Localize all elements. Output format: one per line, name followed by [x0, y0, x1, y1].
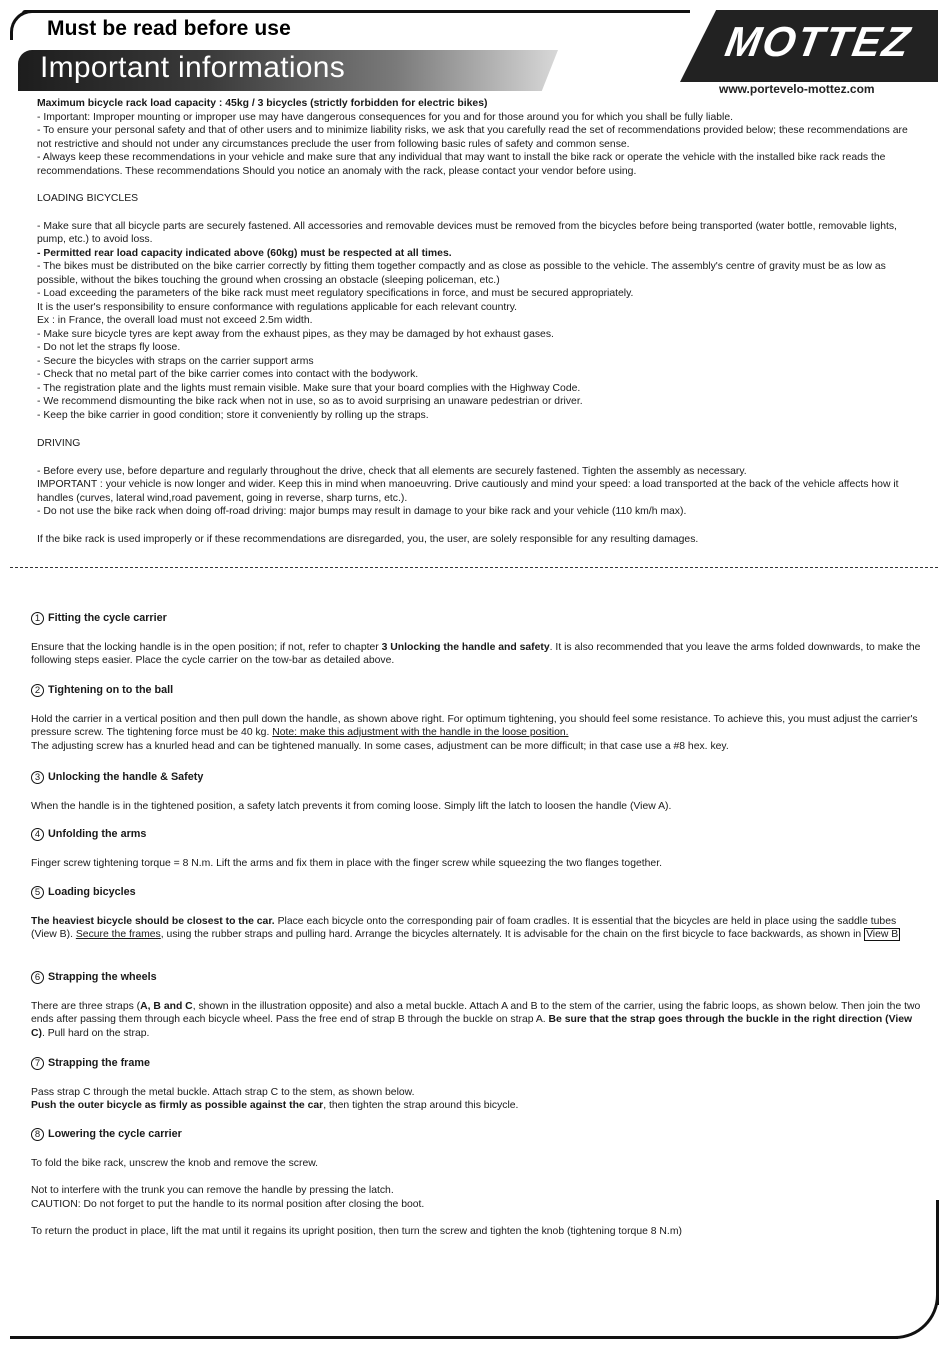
step-text: . It is also recommended that you leave the arms folded downwards, to make the following steps easier. Place the cycle carrier on the tow-bar as detailed above. [31, 641, 921, 666]
step-number-icon: 8 [31, 1128, 44, 1141]
view-b-reference: View B [866, 929, 899, 940]
step-text-bold: Push the outer bicycle as firmly as possible against the car [31, 1100, 324, 1111]
step-text: To fold the bike rack, unscrew the knob and remove the screw. [31, 1157, 319, 1169]
step-8 [31, 1128, 921, 1239]
loading-line: - We recommend dismounting the bike rack when not in use, so as to avoid surprising an unaware pedestrian or driver. [37, 396, 583, 407]
driving-line: If the bike rack is used improperly or if these recommendations are disregarded, you, the user, are solely responsible for any resulting damages. [37, 533, 699, 545]
page-title: Important informations [40, 51, 346, 84]
step-number-icon: 1 [31, 612, 44, 625]
frame-top-line [22, 10, 690, 13]
step-title: Unlocking the handle & Safety [48, 771, 204, 783]
loading-section [37, 192, 922, 422]
step-text-underlined: Note: make this adjustment with the handle in the loose position. [272, 727, 569, 738]
step-title: Unfolding the arms [48, 828, 147, 840]
driving-line: IMPORTANT : your vehicle is now longer and wider. Keep this in mind when manoeuvring. Drive cautiously and mind your speed: a load transported at the back of the vehicle affects how it handles (curves, lateral wind,road pavement, going in reverse, sharp turns, etc.). [37, 479, 899, 504]
intro-line: - Important: Improper mounting or improper use may have dangerous consequences for you and for those around you for which you shall be fully liable. [37, 111, 733, 123]
step-text: Not to interfere with the trunk you can remove the handle by pressing the latch. [31, 1185, 394, 1196]
step-title: Strapping the frame [48, 1057, 150, 1069]
frame-corner-bottom-right [880, 1290, 939, 1339]
step-text-bold: Be sure that the strap goes through the buckle in the right direction (View C) [31, 1014, 913, 1039]
step-title: Fitting the cycle carrier [48, 612, 167, 624]
dashed-divider [10, 567, 938, 568]
step-number-icon: 4 [31, 828, 44, 841]
step-text: Place each bicycle onto the corresponding pair of foam cradles. [274, 915, 573, 927]
driving-line: - Do not use the bike rack when doing off-road driving: major bumps may result in damage to your bike rack and your vehicle (110 km/h max). [37, 506, 687, 517]
step-number-icon: 6 [31, 971, 44, 984]
step-number-icon: 3 [31, 771, 44, 784]
loading-heading: LOADING BICYCLES [37, 193, 139, 204]
step-title: Strapping the wheels [48, 971, 157, 983]
loading-line: - Permitted rear load capacity indicated above (60kg) must be respected at all times. [37, 247, 452, 259]
step-text: Ensure that the locking handle is in the open position; if not, refer to chapter [31, 641, 382, 653]
driving-line: - Before every use, before departure and regularly throughout the drive, check that all elements are securely fastened. Tighten the assembly as necessary. [37, 465, 747, 477]
step-number-icon: 2 [31, 684, 44, 697]
step-title: Lowering the cycle carrier [48, 1128, 182, 1140]
driving-heading: DRIVING [37, 438, 81, 449]
brand-url: www.portevelo-mottez.com [719, 82, 875, 96]
step-text: It is essential that the bicycles are held in place using the saddle tubes (View B). [31, 915, 897, 940]
step-text: CAUTION: Do not forget to put the handle to its normal position after closing the boot. [31, 1198, 425, 1210]
loading-line: - Check that no metal part of the bike carrier comes into contact with the bodywork. [37, 369, 419, 380]
step-text: To return the product in place, lift the mat until it regains its upright position, then turn the screw and tighten the knob (tightening torque 8 N.m) [31, 1226, 682, 1237]
loading-line: - Make sure bicycle tyres are kept away from the exhaust pipes, as they may be damaged by hot exhaust gases. [37, 328, 554, 340]
brand-logo: MOTTEZ [721, 18, 915, 65]
loading-line: It is the user's responsibility to ensure conformance with regulations applicable for each relevant country. [37, 301, 518, 313]
step-text: , shown in the illustration opposite) and also a metal buckle. Attach A and B to the stem of the carrier, using the fabric loops, as shown below. Then join the two ends after passing them through each bicycle wheel. Pass the free end of strap B through the buckle on strap A. [31, 1000, 921, 1025]
frame-corner-top-left [10, 10, 40, 40]
step-text: When the handle is in the tightened position, a safety latch prevents it from coming loose. Simply lift the latch to loosen the handle (View A). [31, 800, 672, 812]
step-number-icon: 7 [31, 1057, 44, 1070]
loading-line: - Keep the bike carrier in good condition; store it conveniently by rolling up the straps. [37, 409, 429, 421]
step-text: There are three straps ( [31, 1000, 141, 1012]
loading-line: - Make sure that all bicycle parts are securely fastened. All accessories and removable devices must be removed from the bicycles before being transported (water bottle, removable lights, pump, etc.) to avoid loss. [37, 220, 897, 245]
step-text-bold: The heaviest bicycle should be closest to the car. [31, 915, 275, 927]
step-text: , using the rubber straps and pulling hard. Arrange the bicycles alternately. It is advisable for the chain on the first bicycle to face backwards, as shown in [160, 929, 865, 940]
intro-line: - To ensure your personal safety and that of other users and to minimize liability risks, we ask that you carefully read the set of recommendations provided below; these recommendations are not restrictive and should not under any circumstances preclude the user from following basic rules of safety and common sense. [37, 125, 908, 150]
intro-block [37, 97, 922, 178]
loading-line: Ex : in France, the overall load must not exceed 2.5m width. [37, 315, 313, 326]
step-text-underlined: Secure the frames [75, 929, 161, 940]
intro-line: - Always keep these recommendations in your vehicle and make sure that any individual that may want to install the bike rack or operate the vehicle with the installed bike rack reads the recommendations. These recommendations Should you notice an anomaly with the rack, please contact your vendor before using. [37, 152, 886, 177]
loading-line: - Load exceeding the parameters of the bike rack must meet regulatory specifications in force, and must be secured appropriately. [37, 288, 634, 299]
step-text-bold: 3 Unlocking the handle and safety [381, 641, 550, 653]
loading-line: - The bikes must be distributed on the bike carrier correctly by fitting them together compactly and as close as possible to the vehicle. The assembly's centre of gravity must be as low as possible, without the bikes touching the ground when crossing an obstacle (sleeping policeman, etc.) [37, 261, 886, 286]
driving-section [37, 437, 922, 546]
step-title: Loading bicycles [48, 886, 136, 898]
step-6 [31, 971, 921, 1040]
step-3 [31, 771, 921, 813]
step-title: Tightening on to the ball [48, 684, 174, 696]
step-text: . Pull hard on the strap. [41, 1027, 150, 1039]
step-number-icon: 5 [31, 886, 44, 899]
loading-line: - The registration plate and the lights must remain visible. Make sure that your board complies with the Highway Code. [37, 382, 581, 394]
step-text: Hold the carrier in a vertical position and then pull down the handle, as shown above right. For optimum tightening, you should feel some resistance. To achieve this, you must adjust the carrier's pressure screw. The tightening force must be 40 kg. [31, 713, 918, 738]
step-text: , then tighten the strap around this bicycle. [323, 1100, 519, 1111]
frame-bottom-line [10, 1336, 898, 1339]
step-4 [31, 828, 921, 870]
step-text: The adjusting screw has a knurled head and can be tightened manually. In some cases, adjustment can be more difficult; in that case use a #8 hex. key. [31, 740, 729, 752]
step-5 [31, 886, 921, 942]
capacity-line: Maximum bicycle rack load capacity : 45kg / 3 bicycles (strictly forbidden for electric bikes) [37, 98, 488, 109]
loading-line: - Do not let the straps fly loose. [37, 342, 181, 353]
step-text: Finger screw tightening torque = 8 N.m. Lift the arms and fix them in place with the finger screw while squeezing the two flanges together. [31, 857, 662, 869]
step-1 [31, 612, 921, 668]
loading-line: - Secure the bicycles with straps on the carrier support arms [37, 355, 314, 367]
step-text: Pass strap C through the metal buckle. Attach strap C to the stem, as shown below. [31, 1086, 415, 1098]
step-2 [31, 684, 921, 753]
step-text-bold: A, B and C [140, 1000, 193, 1012]
step-7 [31, 1057, 921, 1113]
must-read-heading: Must be read before use [47, 17, 291, 40]
